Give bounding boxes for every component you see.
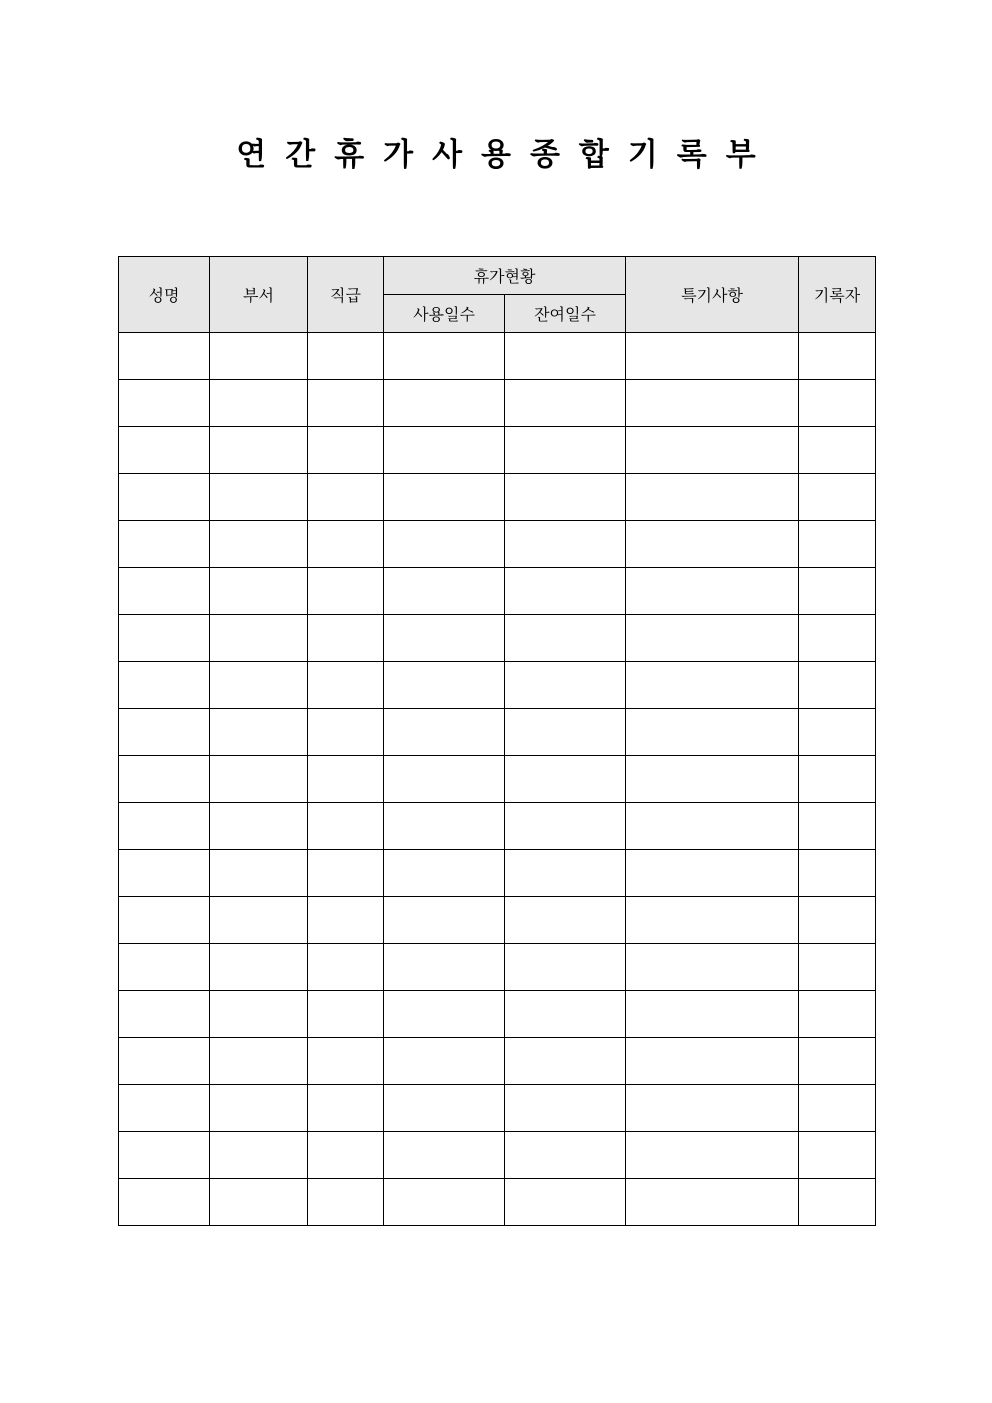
cell-days-used[interactable] [384,709,505,756]
cell-days-remaining[interactable] [505,1132,626,1179]
table-row [119,850,876,897]
cell-name[interactable] [119,1132,210,1179]
cell-department[interactable] [210,568,308,615]
table-body [119,333,876,1226]
cell-days-remaining[interactable] [505,1179,626,1226]
cell-recorder[interactable] [799,850,876,897]
cell-department[interactable] [210,709,308,756]
cell-days-remaining[interactable] [505,333,626,380]
cell-recorder[interactable] [799,897,876,944]
table-row [119,662,876,709]
cell-position[interactable] [308,709,384,756]
cell-recorder[interactable] [799,756,876,803]
cell-name[interactable] [119,1085,210,1132]
cell-recorder[interactable] [799,615,876,662]
table-row [119,803,876,850]
cell-department[interactable] [210,1085,308,1132]
header-remarks: 특기사항 [626,257,799,333]
cell-days-used[interactable] [384,944,505,991]
table-row [119,756,876,803]
cell-name[interactable] [119,897,210,944]
cell-days-used[interactable] [384,991,505,1038]
cell-name[interactable] [119,991,210,1038]
cell-days-used[interactable] [384,521,505,568]
cell-department[interactable] [210,1038,308,1085]
cell-department[interactable] [210,474,308,521]
cell-remarks[interactable] [626,1085,799,1132]
header-days-remaining: 잔여일수 [505,295,626,333]
cell-department[interactable] [210,333,308,380]
cell-name[interactable] [119,944,210,991]
cell-department[interactable] [210,803,308,850]
cell-remarks[interactable] [626,568,799,615]
table-row [119,1038,876,1085]
cell-days-used[interactable] [384,380,505,427]
cell-department[interactable] [210,615,308,662]
cell-days-remaining[interactable] [505,709,626,756]
cell-name[interactable] [119,709,210,756]
cell-department[interactable] [210,756,308,803]
cell-remarks[interactable] [626,803,799,850]
header-position: 직급 [308,257,384,333]
cell-department[interactable] [210,427,308,474]
cell-days-remaining[interactable] [505,615,626,662]
cell-department[interactable] [210,1179,308,1226]
cell-recorder[interactable] [799,991,876,1038]
cell-days-remaining[interactable] [505,944,626,991]
cell-remarks[interactable] [626,850,799,897]
cell-position[interactable] [308,1085,384,1132]
cell-position[interactable] [308,897,384,944]
cell-recorder[interactable] [799,1132,876,1179]
cell-name[interactable] [119,850,210,897]
cell-recorder[interactable] [799,333,876,380]
cell-position[interactable] [308,380,384,427]
cell-remarks[interactable] [626,991,799,1038]
cell-recorder[interactable] [799,709,876,756]
cell-recorder[interactable] [799,803,876,850]
table-row [119,1179,876,1226]
cell-name[interactable] [119,756,210,803]
table-row [119,333,876,380]
cell-remarks[interactable] [626,427,799,474]
cell-name[interactable] [119,333,210,380]
cell-position[interactable] [308,568,384,615]
cell-remarks[interactable] [626,1132,799,1179]
cell-department[interactable] [210,944,308,991]
cell-days-remaining[interactable] [505,1038,626,1085]
cell-name[interactable] [119,1038,210,1085]
table-row [119,1085,876,1132]
cell-remarks[interactable] [626,1179,799,1226]
table-row [119,521,876,568]
cell-remarks[interactable] [626,474,799,521]
table-row [119,615,876,662]
cell-days-remaining[interactable] [505,568,626,615]
table-row [119,474,876,521]
cell-department[interactable] [210,380,308,427]
cell-remarks[interactable] [626,380,799,427]
cell-recorder[interactable] [799,1179,876,1226]
page-title: 연간휴가사용종합기록부 [236,137,775,173]
cell-days-used[interactable] [384,427,505,474]
vacation-record-table [118,256,876,1226]
cell-days-used[interactable] [384,803,505,850]
cell-days-used[interactable] [384,474,505,521]
cell-position[interactable] [308,1038,384,1085]
cell-days-used[interactable] [384,568,505,615]
cell-days-remaining[interactable] [505,756,626,803]
cell-days-remaining[interactable] [505,521,626,568]
table-row [119,991,876,1038]
cell-name[interactable] [119,615,210,662]
cell-days-used[interactable] [384,897,505,944]
cell-name[interactable] [119,662,210,709]
cell-department[interactable] [210,850,308,897]
cell-days-remaining[interactable] [505,897,626,944]
cell-recorder[interactable] [799,521,876,568]
cell-remarks[interactable] [626,1038,799,1085]
cell-position[interactable] [308,756,384,803]
cell-days-used[interactable] [384,615,505,662]
cell-remarks[interactable] [626,897,799,944]
cell-position[interactable] [308,803,384,850]
cell-remarks[interactable] [626,662,799,709]
cell-name[interactable] [119,474,210,521]
cell-position[interactable] [308,662,384,709]
cell-name[interactable] [119,803,210,850]
cell-days-used[interactable] [384,333,505,380]
cell-days-remaining[interactable] [505,991,626,1038]
cell-name[interactable] [119,521,210,568]
table-row [119,1132,876,1179]
cell-days-remaining[interactable] [505,662,626,709]
cell-days-remaining[interactable] [505,474,626,521]
cell-remarks[interactable] [626,709,799,756]
cell-remarks[interactable] [626,521,799,568]
cell-position[interactable] [308,1132,384,1179]
cell-remarks[interactable] [626,944,799,991]
cell-department[interactable] [210,1132,308,1179]
cell-days-used[interactable] [384,756,505,803]
cell-days-used[interactable] [384,850,505,897]
cell-days-remaining[interactable] [505,427,626,474]
header-days-used: 사용일수 [384,295,505,333]
header-department: 부서 [210,257,308,333]
cell-recorder[interactable] [799,380,876,427]
cell-name[interactable] [119,427,210,474]
cell-position[interactable] [308,850,384,897]
cell-recorder[interactable] [799,1038,876,1085]
cell-name[interactable] [119,380,210,427]
cell-recorder[interactable] [799,662,876,709]
cell-days-used[interactable] [384,662,505,709]
cell-name[interactable] [119,1179,210,1226]
cell-recorder[interactable] [799,568,876,615]
table-row [119,709,876,756]
table-row [119,427,876,474]
table-row [119,568,876,615]
cell-recorder[interactable] [799,427,876,474]
cell-recorder[interactable] [799,474,876,521]
cell-position[interactable] [308,1179,384,1226]
cell-department[interactable] [210,897,308,944]
cell-remarks[interactable] [626,333,799,380]
cell-days-used[interactable] [384,1179,505,1226]
cell-days-remaining[interactable] [505,380,626,427]
cell-days-remaining[interactable] [505,803,626,850]
cell-recorder[interactable] [799,944,876,991]
cell-position[interactable] [308,944,384,991]
table-row [119,944,876,991]
cell-department[interactable] [210,662,308,709]
cell-position[interactable] [308,474,384,521]
cell-remarks[interactable] [626,756,799,803]
cell-days-remaining[interactable] [505,850,626,897]
header-name: 성명 [119,257,210,333]
cell-days-remaining[interactable] [505,1085,626,1132]
header-vacation-status: 휴가현황 [384,257,626,295]
cell-days-used[interactable] [384,1132,505,1179]
cell-days-used[interactable] [384,1085,505,1132]
cell-recorder[interactable] [799,1085,876,1132]
cell-position[interactable] [308,991,384,1038]
table-row [119,897,876,944]
cell-days-used[interactable] [384,1038,505,1085]
cell-department[interactable] [210,521,308,568]
cell-remarks[interactable] [626,615,799,662]
cell-position[interactable] [308,521,384,568]
header-recorder: 기록자 [799,257,876,333]
cell-position[interactable] [308,427,384,474]
cell-position[interactable] [308,333,384,380]
cell-position[interactable] [308,615,384,662]
table-header [119,257,876,333]
cell-name[interactable] [119,568,210,615]
table-row [119,380,876,427]
cell-department[interactable] [210,991,308,1038]
